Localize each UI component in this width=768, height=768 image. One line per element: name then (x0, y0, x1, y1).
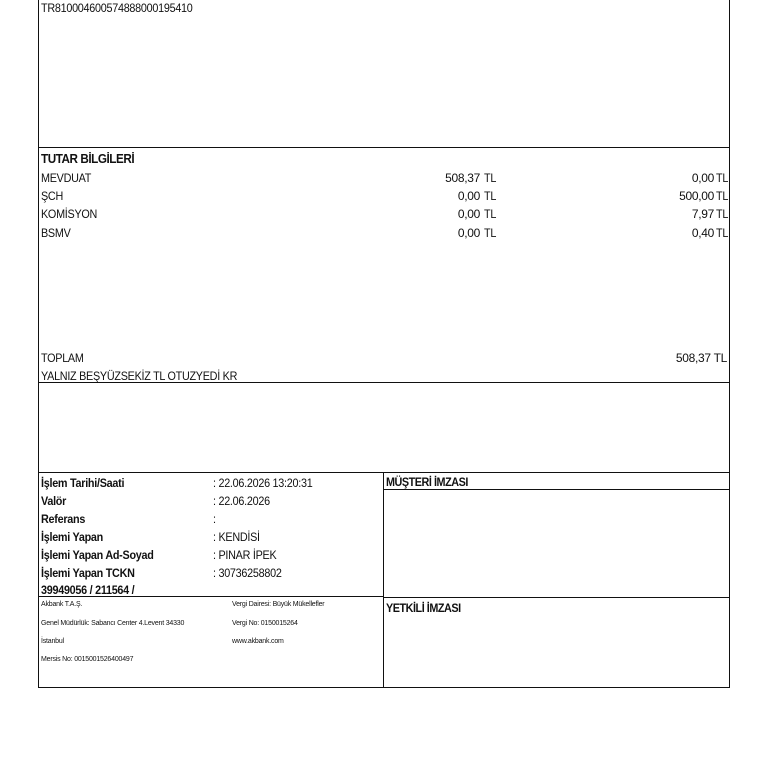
amount-value-2: 0,00 (691, 171, 714, 185)
amount-currency-1: TL (484, 207, 497, 221)
amount-value-1: 508,37 (445, 171, 480, 185)
footer-tax-number: Vergi No: 0150015264 (232, 620, 298, 627)
detail-value: : 30736258802 (213, 566, 282, 580)
footer-mersis: Mersis No: 0015001526400497 (41, 656, 134, 663)
amount-currency-2: TL (716, 189, 729, 203)
amount-value-2: 500,00 (679, 189, 714, 203)
divider-authorized-signature (383, 597, 730, 598)
detail-label: İşlem Tarihi/Saati (41, 476, 125, 490)
footer-city: İstanbul (41, 638, 64, 645)
footer-tax-office: Vergi Dairesi: Büyük Mükellefler (232, 601, 325, 608)
frame-right-border (729, 0, 730, 688)
amount-value-1: 0,00 (457, 189, 480, 203)
detail-value: : (213, 512, 216, 526)
detail-label: İşlemi Yapan (41, 530, 104, 544)
frame-left-border (38, 0, 39, 688)
amount-row-label: MEVDUAT (41, 171, 92, 185)
detail-value: : 22.06.2026 (213, 494, 270, 508)
detail-label: Referans (41, 512, 86, 526)
divider-signature-column (383, 472, 384, 688)
amount-row-label: ŞCH (41, 189, 63, 203)
detail-label: İşlemi Yapan TCKN (41, 566, 135, 580)
amount-value-1: 0,00 (457, 226, 480, 240)
amount-row-label: BSMV (41, 226, 71, 240)
detail-value: : 22.06.2026 13:20:31 (213, 476, 313, 490)
amount-currency-1: TL (484, 226, 497, 240)
amount-currency-1: TL (484, 189, 497, 203)
reference-code: 39949056 / 211564 / (41, 583, 135, 597)
customer-signature-label: MÜŞTERİ İMZASI (386, 475, 468, 489)
amount-value-2: 0,40 (691, 226, 714, 240)
footer-website: www.akbank.com (232, 638, 284, 645)
total-label: TOPLAM (41, 351, 84, 365)
amount-currency-1: TL (484, 171, 497, 185)
amount-value-2: 7,97 (691, 207, 714, 221)
account-iban: TR810004600574888000195410 (41, 1, 193, 15)
divider-top-section (38, 147, 730, 148)
frame-bottom-border (38, 687, 730, 688)
amounts-title: TUTAR BİLGİLERİ (41, 151, 135, 166)
footer-headquarters: Genel Müdürlük: Sabancı Center 4.Levent 34330 (41, 620, 185, 627)
detail-value: : PINAR İPEK (213, 548, 277, 562)
amount-value-1: 0,00 (457, 207, 480, 221)
divider-before-details (38, 472, 730, 473)
total-value: 508,37 TL (675, 351, 727, 365)
amount-currency-2: TL (716, 171, 729, 185)
amount-currency-2: TL (716, 226, 729, 240)
detail-value: : KENDİSİ (213, 530, 260, 544)
amount-currency-2: TL (716, 207, 729, 221)
footer-company-name: Akbank T.A.Ş. (41, 601, 83, 608)
authorized-signature-label: YETKİLİ İMZASI (386, 601, 461, 615)
total-in-words: YALNIZ BEŞYÜZSEKİZ TL OTUZYEDİ KR (41, 369, 238, 383)
detail-label: İşlemi Yapan Ad-Soyad (41, 548, 154, 562)
amount-row-label: KOMİSYON (41, 207, 98, 221)
divider-customer-signature (383, 489, 730, 490)
detail-label: Valör (41, 494, 67, 508)
